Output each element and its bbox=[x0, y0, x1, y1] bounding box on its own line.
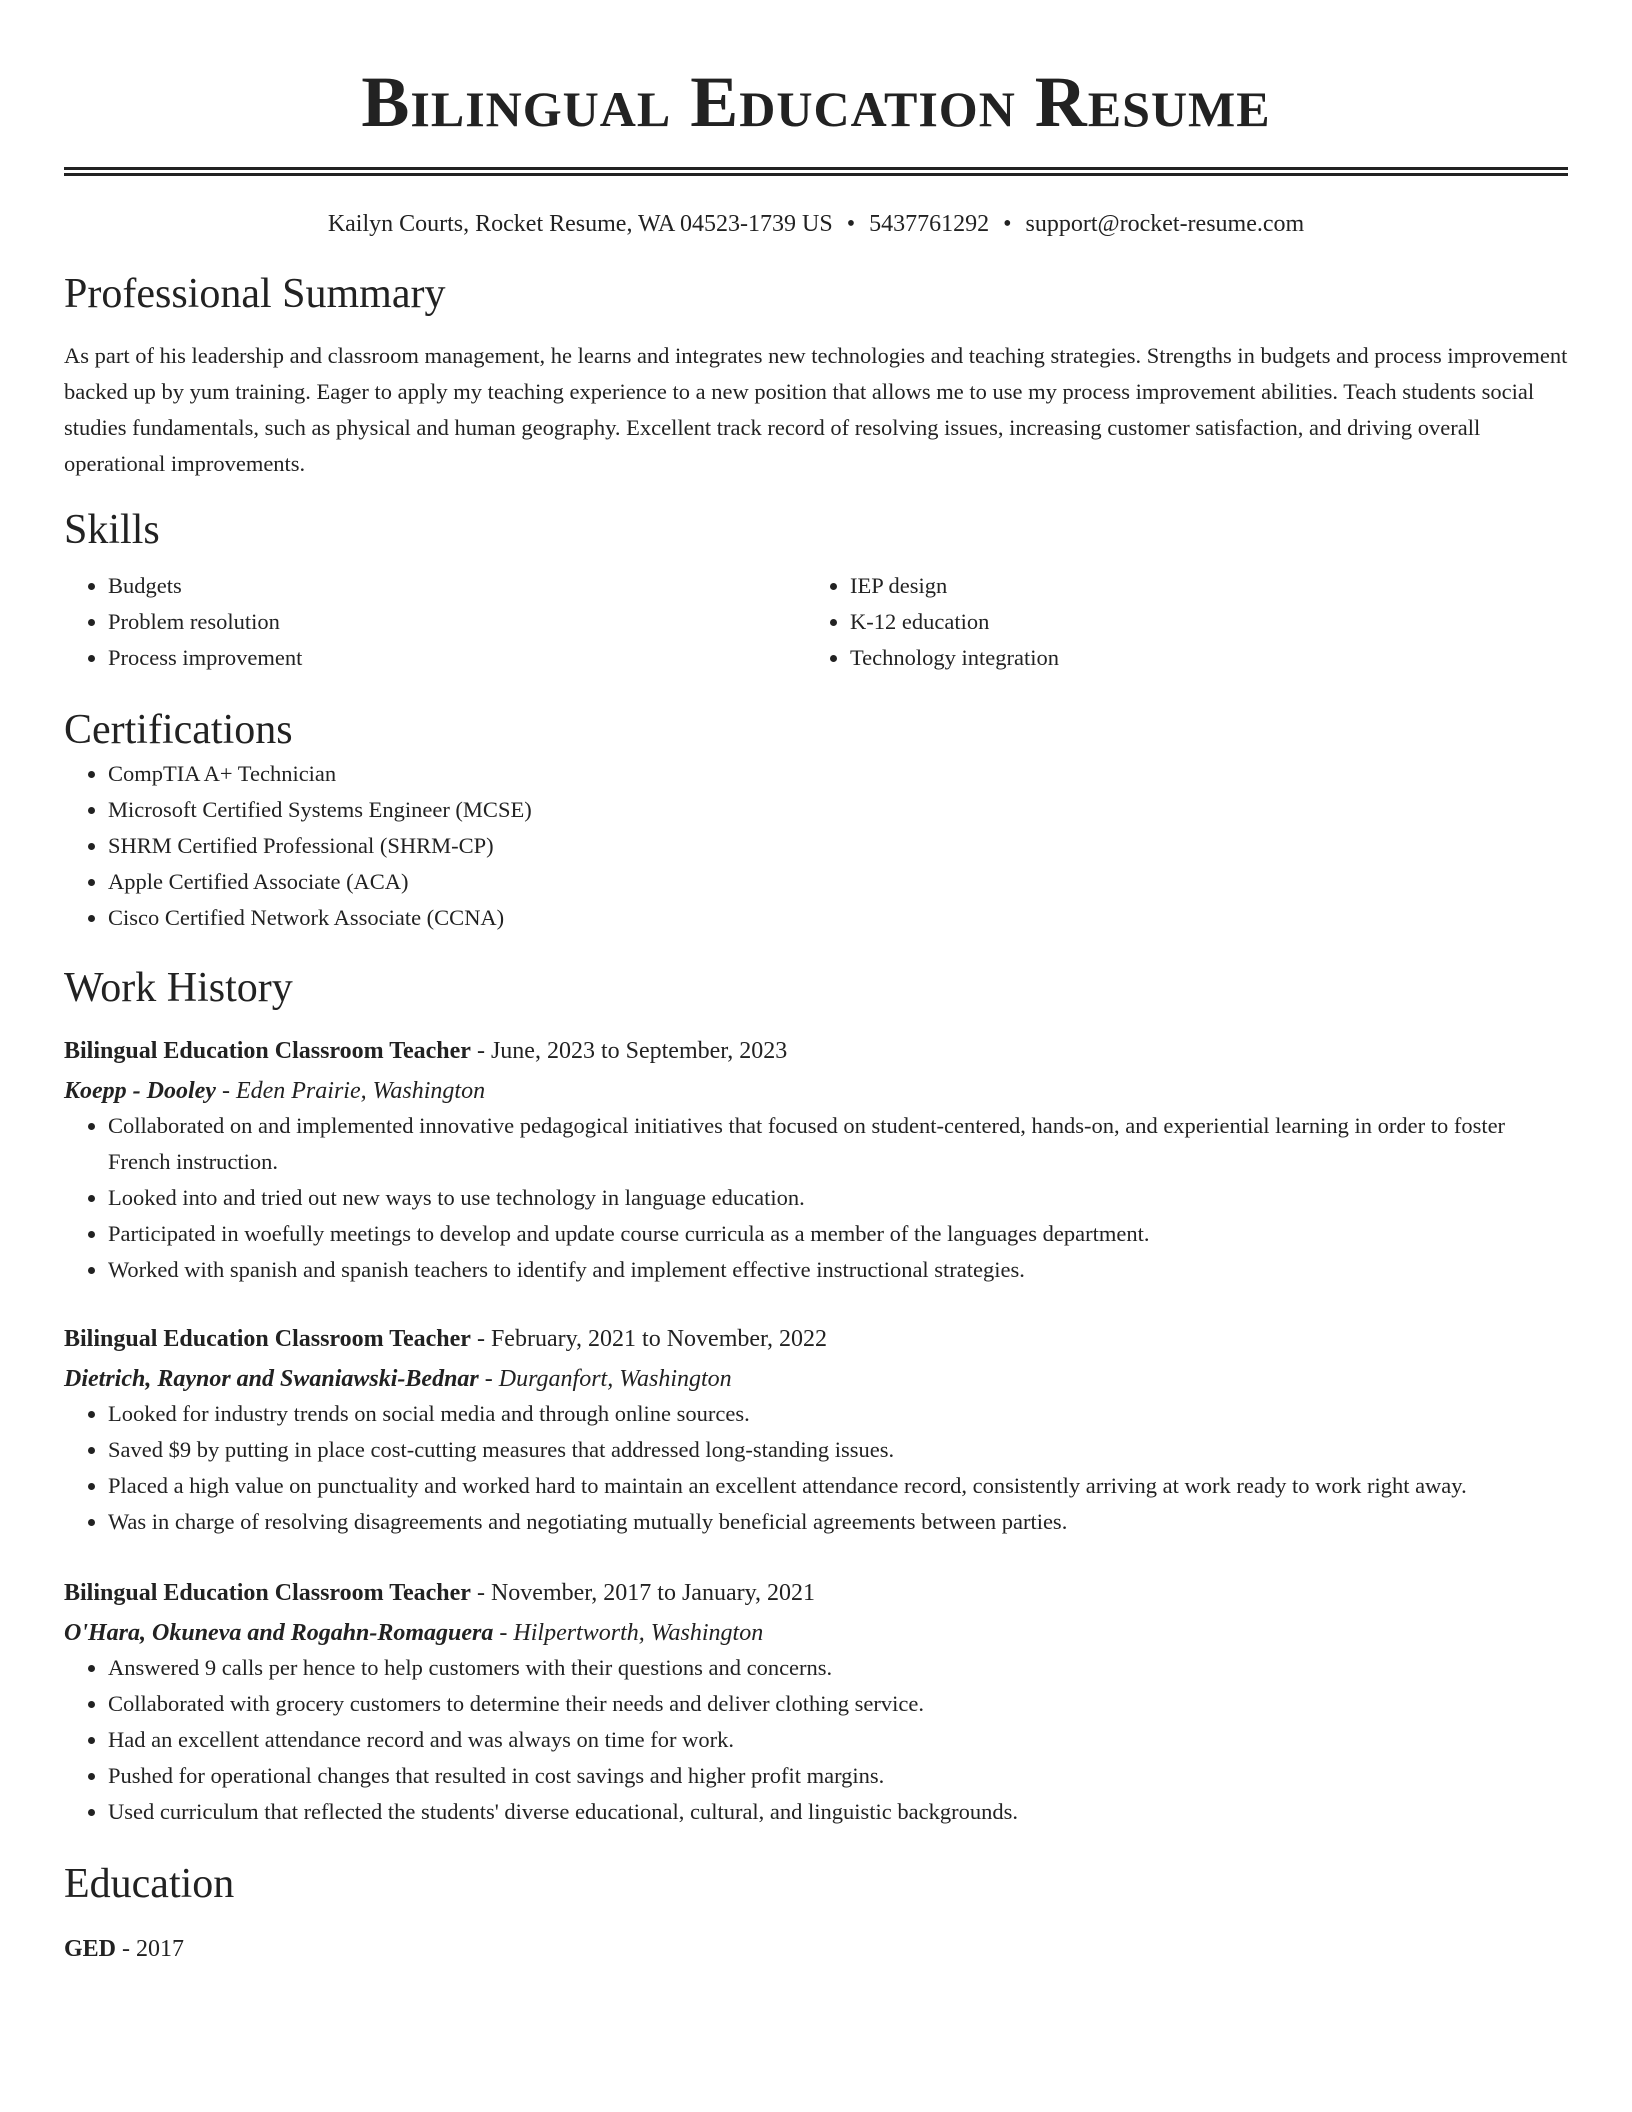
skills-heading: Skills bbox=[64, 507, 160, 553]
contact-line bbox=[64, 208, 1568, 240]
skills-grid bbox=[64, 568, 1568, 676]
skill-item: • Technology integration bbox=[850, 640, 1548, 676]
job-employer-line bbox=[64, 1074, 1568, 1108]
job-location: - Durganfort, Washington bbox=[478, 1366, 732, 1392]
job-duty-item: • Looked for industry trends on social media and through online sources. bbox=[108, 1396, 1568, 1432]
skill-item: • K-12 education bbox=[850, 604, 1548, 640]
job-entry bbox=[64, 1576, 1568, 1830]
job-location: - Eden Prairie, Washington bbox=[215, 1078, 486, 1104]
contact-email: support@rocket-resume.com bbox=[1025, 211, 1305, 237]
contact-address: Kailyn Courts, Rocket Resume, WA 04523-1739 US bbox=[327, 211, 833, 237]
job-duty-item: • Collaborated with grocery customers to determine their needs and deliver clothing service. bbox=[108, 1686, 1568, 1722]
skill-item: • Budgets bbox=[108, 568, 806, 604]
skill-item: • Process improvement bbox=[108, 640, 806, 676]
job-company: Koepp - Dooley bbox=[64, 1078, 216, 1104]
job-duty-item: • Placed a high value on punctuality and worked hard to maintain an excellent attendance record, consistently arriving at work ready to work right away. bbox=[108, 1468, 1568, 1504]
work-history-heading: Work History bbox=[64, 965, 293, 1011]
job-duties-list bbox=[64, 1108, 1568, 1288]
education-degree: GED bbox=[64, 1936, 117, 1962]
job-company: O'Hara, Okuneva and Rogahn-Romaguera bbox=[64, 1620, 494, 1646]
job-duty-item: • Worked with spanish and spanish teachers to identify and implement effective instructional strategies. bbox=[108, 1252, 1568, 1288]
job-duty-item: • Looked into and tried out new ways to use technology in language education. bbox=[108, 1180, 1568, 1216]
skills-column-left bbox=[64, 568, 806, 676]
job-duty-item: • Saved $9 by putting in place cost-cutting measures that addressed long-standing issues. bbox=[108, 1432, 1568, 1468]
resume-page bbox=[64, 0, 1568, 1966]
job-entry bbox=[64, 1034, 1568, 1288]
education-entry bbox=[64, 1932, 1568, 1966]
skills-list-right bbox=[806, 568, 1548, 676]
summary-text: As part of his leadership and classroom management, he learns and integrates new technologies and teaching strategies. Strengths in budgets and process improvement backed up by yum training. Eager to apply my teaching experience to a new position that allows me to use my process improvement abilities. Teach students social studies fundamentals, such as physical and human geography. Excellent track record of resolving issues, increasing customer satisfaction, and driving overall operational improvements. bbox=[64, 343, 1568, 476]
job-title-line bbox=[64, 1322, 1568, 1356]
contact-separator: • bbox=[846, 211, 856, 237]
job-employer-line bbox=[64, 1616, 1568, 1650]
job-duty-item: • Pushed for operational changes that resulted in cost savings and higher profit margins. bbox=[108, 1758, 1568, 1794]
job-duty-item: • Had an excellent attendance record and was always on time for work. bbox=[108, 1722, 1568, 1758]
job-role: Bilingual Education Classroom Teacher bbox=[64, 1326, 471, 1352]
education-year: - 2017 bbox=[116, 1936, 185, 1962]
job-dates: - February, 2021 to November, 2022 bbox=[470, 1326, 828, 1352]
certifications-list bbox=[64, 756, 1568, 936]
resume-title: Bilingual Education Resume bbox=[361, 62, 1271, 142]
skills-column-right bbox=[806, 568, 1548, 676]
job-title-line bbox=[64, 1576, 1568, 1610]
summary-heading: Professional Summary bbox=[64, 271, 446, 317]
certification-item: • CompTIA A+ Technician bbox=[108, 756, 1568, 792]
job-dates: - November, 2017 to January, 2021 bbox=[470, 1580, 816, 1606]
education-heading: Education bbox=[64, 1861, 235, 1907]
job-duty-item: • Participated in woefully meetings to develop and update course curricula as a member of the languages department. bbox=[108, 1216, 1568, 1252]
job-dates: - June, 2023 to September, 2023 bbox=[470, 1038, 788, 1064]
certification-item: • Apple Certified Associate (ACA) bbox=[108, 864, 1568, 900]
job-duties-list bbox=[64, 1650, 1568, 1830]
job-duty-item: • Used curriculum that reflected the students' diverse educational, cultural, and linguistic backgrounds. bbox=[108, 1794, 1568, 1830]
skill-item: • Problem resolution bbox=[108, 604, 806, 640]
contact-separator: • bbox=[1003, 211, 1012, 237]
certification-item: • Cisco Certified Network Associate (CCNA) bbox=[108, 900, 1568, 936]
job-company: Dietrich, Raynor and Swaniawski-Bednar bbox=[64, 1366, 479, 1392]
contact-phone: 5437761292 bbox=[869, 211, 990, 237]
job-duties-list bbox=[64, 1396, 1568, 1540]
certification-item: • SHRM Certified Professional (SHRM-CP) bbox=[108, 828, 1568, 864]
skill-item: • IEP design bbox=[850, 568, 1548, 604]
job-title-line bbox=[64, 1034, 1568, 1068]
job-location: - Hilpertworth, Washington bbox=[493, 1620, 764, 1646]
job-employer-line bbox=[64, 1362, 1568, 1396]
job-role: Bilingual Education Classroom Teacher bbox=[64, 1038, 471, 1064]
job-duty-item: • Collaborated on and implemented innovative pedagogical initiatives that focused on student-centered, hands-on, and experiential learning in order to foster French instruction. bbox=[108, 1108, 1568, 1180]
job-duty-item: • Answered 9 calls per hence to help customers with their questions and concerns. bbox=[108, 1650, 1568, 1686]
job-entry bbox=[64, 1322, 1568, 1540]
certifications-heading: Certifications bbox=[64, 707, 293, 753]
job-role: Bilingual Education Classroom Teacher bbox=[64, 1580, 471, 1606]
skills-list-left bbox=[64, 568, 806, 676]
job-duty-item: • Was in charge of resolving disagreements and negotiating mutually beneficial agreements between parties. bbox=[108, 1504, 1568, 1540]
title-divider bbox=[64, 167, 1568, 176]
certification-item: • Microsoft Certified Systems Engineer (MCSE) bbox=[108, 792, 1568, 828]
